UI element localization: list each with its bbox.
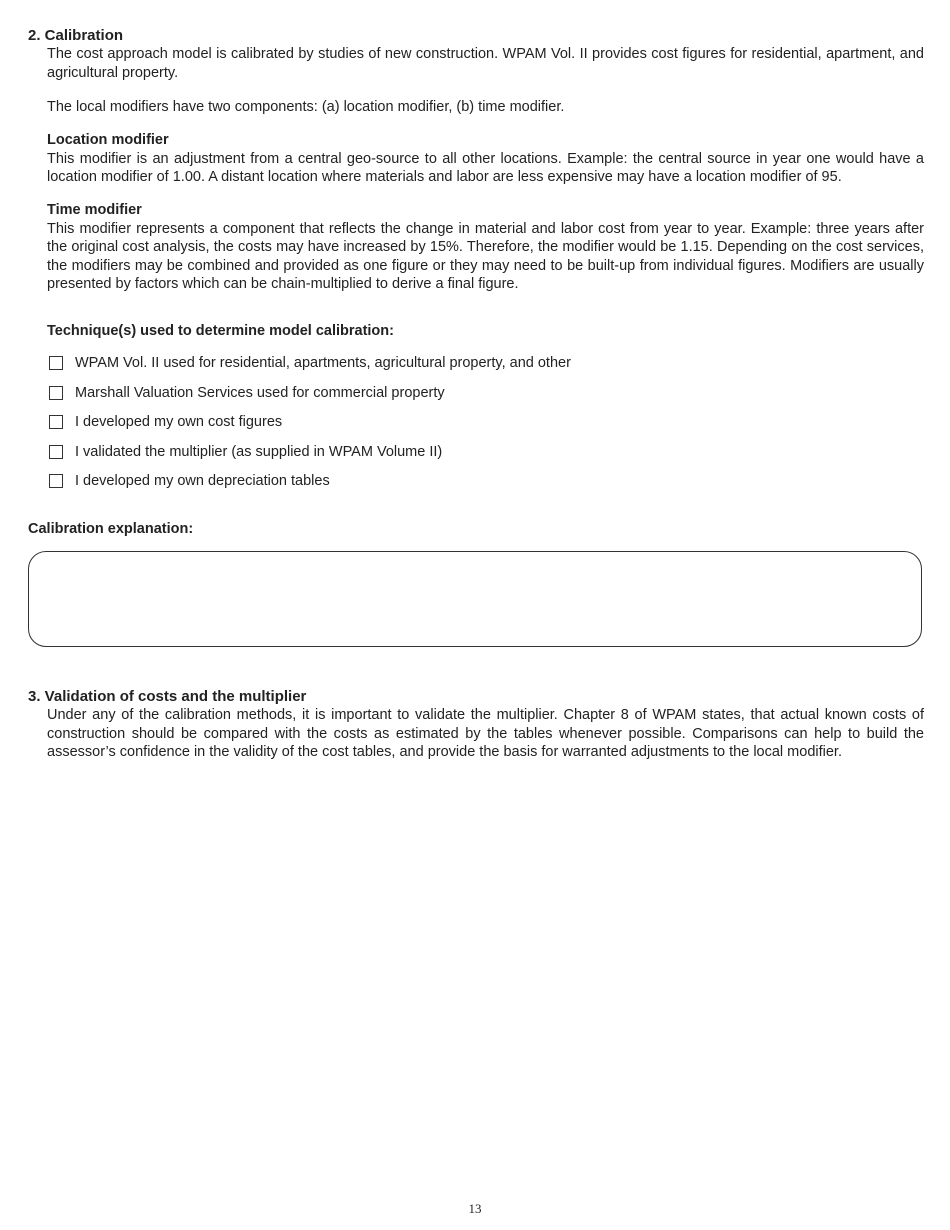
section-3-title: 3. Validation of costs and the multiplier [28,688,307,705]
validation-text: Under any of the calibration methods, it is important to validate the multiplier. Chapter 8 of WPAM states, that actual known costs of construction should be compared with the costs as estimated by the tables whenever possible. Comparisons can help to build the assessor’s confidence in the validity of the cost tables, and provide the basis for warranted adjustments to the local modifier. [47,707,924,760]
technique-label: WPAM Vol. II used for residential, apartments, agricultural property, and other [75,355,571,372]
section-2-body [47,45,924,496]
calibration-intro: The cost approach model is calibrated by studies of new construction. WPAM Vol. II provides cost figures for residential, apartment, and agricultural property. [47,46,924,81]
technique-validated-multiplier [47,437,924,467]
page-number: 13 [468,1201,482,1216]
location-modifier-text: This modifier is an adjustment from a central geo-source to all other locations. Example: the central source in year one would have a location modifier of 1.00. A distant location where materials and labor are less expensive may have a location modifier of 95. [47,150,924,185]
technique-label: I developed my own depreciation tables [75,473,330,490]
technique-own-depreciation-tables-checkbox[interactable] [49,474,63,488]
technique-label: I developed my own cost figures [75,414,283,431]
technique-own-depreciation-tables [47,467,924,497]
technique-marshall-commercial-checkbox[interactable] [49,386,63,400]
techniques-title: Technique(s) used to determine model calibration: [47,322,394,339]
modifiers-intro: The local modifiers have two components: (a) location modifier, (b) time modifier. [47,99,565,115]
section-3-body [47,706,924,762]
technique-own-cost-figures-checkbox[interactable] [49,415,63,429]
time-modifier-text: This modifier represents a component that reflects the change in material and labor cost from year to year. Example: three years after the original cost analysis, the costs may have increased by 15%. Therefore, the modifier would be 1.15. Depending on the cost services, the modifiers may be combined and provided as one figure or they may need to be built-up from individual figures. Modifiers are usually presented by factors which can be chain-multiplied to derive a final figure. [47,220,924,292]
technique-wpam-residential [47,349,924,379]
calibration-explanation-label: Calibration explanation: [28,521,194,537]
technique-wpam-residential-checkbox[interactable] [49,356,63,370]
technique-label: Marshall Valuation Services used for commercial property [75,384,445,401]
document-page [28,26,924,762]
technique-own-cost-figures [47,408,924,438]
section-2-title: 2. Calibration [28,27,124,44]
technique-validated-multiplier-checkbox[interactable] [49,445,63,459]
location-modifier-title: Location modifier [47,131,169,148]
technique-label: I validated the multiplier (as supplied in WPAM Volume II) [75,443,443,460]
technique-marshall-commercial [47,378,924,408]
section-3 [28,687,924,762]
techniques-checklist [47,349,924,497]
time-modifier-title: Time modifier [47,201,142,218]
calibration-explanation-field[interactable] [28,551,922,647]
